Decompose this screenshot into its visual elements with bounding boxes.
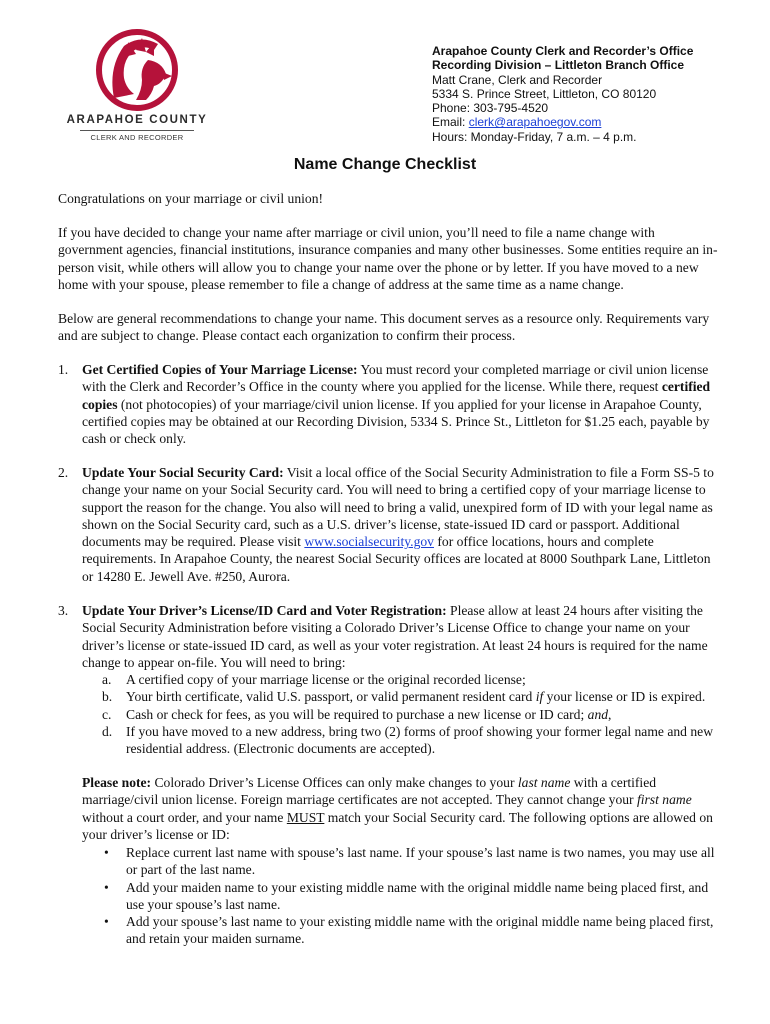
logo-wordmark: ARAPAHOE COUNTY (66, 114, 208, 126)
list-item-text: A certified copy of your marriage license or the original recorded license; (126, 672, 526, 687)
checklist-item-2 (58, 464, 720, 585)
logo-subtitle: CLERK AND RECORDER (80, 130, 194, 142)
requirements-list (102, 671, 722, 757)
note-emphasis: last name (517, 775, 571, 790)
item-number: 2. (58, 465, 69, 480)
list-item-text: Your birth certificate, valid U.S. passport, or valid permanent resident card (126, 689, 536, 705)
list-item (102, 688, 722, 705)
list-item-text: , (608, 706, 612, 722)
list-item-label: d. (102, 723, 113, 739)
list-item-label: c. (102, 706, 112, 722)
list-item (102, 844, 722, 879)
note-emphasis: first name (636, 792, 692, 808)
email-link[interactable]: clerk@arapahoegov.com (468, 115, 602, 130)
email-label: Email: (432, 115, 469, 130)
disclaimer-paragraph: Below are general recommendations to change your name. This document serves as a resource only. Requirements vary and are subject to change. Please contact each organization to confirm their process. (58, 311, 710, 344)
native-chief-seal-icon (62, 28, 212, 114)
bullet-icon: • (104, 845, 109, 860)
checklist-item-3 (58, 602, 720, 671)
note-text: without a court order, and your name (82, 809, 287, 825)
list-item-text: your license or ID is expired. (543, 689, 706, 705)
item-heading: Update Your Driver’s License/ID Card and Voter Registration: (82, 603, 447, 618)
list-item (102, 879, 722, 914)
office-phone: Phone: 303-795-4520 (432, 101, 549, 116)
list-item-text: Add your maiden name to your existing middle name with the original middle name being placed first, and use your spouse’s last name. (126, 879, 709, 912)
bullet-icon: • (104, 914, 109, 930)
item-body (82, 464, 720, 585)
page-title: Name Change Checklist (293, 156, 477, 173)
office-name: Arapahoe County Clerk and Recorder’s Office (432, 44, 694, 58)
item-text: You must record your completed marriage or civil union license with the Clerk and Recorder’s Office in the county where you applied for the license. While there, request (82, 362, 709, 395)
office-hours: Hours: Monday-Friday, 7 a.m. – 4 p.m. (432, 129, 637, 144)
intro-congrats: Congratulations on your marriage or civil union! (58, 191, 324, 206)
list-item (102, 913, 722, 948)
please-note (58, 774, 720, 843)
note-label: Please note: (82, 775, 152, 790)
list-item (102, 723, 722, 758)
office-info (432, 44, 693, 144)
county-logo (62, 28, 212, 146)
note-text: match your Social Security card. The following options are allowed on your driver’s license or ID: (82, 809, 713, 842)
list-item-label: a. (102, 672, 112, 687)
item-body (82, 361, 720, 447)
list-item-emphasis: if (535, 689, 544, 705)
list-item-text: Add your spouse’s last name to your existing middle name with the original middle name being placed first, and retain your maiden surname. (126, 914, 714, 947)
checklist-item-1 (58, 361, 720, 447)
item-text: Visit a local office of the Social Security Administration to file a Form SS-5 to change your name on your Social Security card. You will need to bring a certified copy of your marriage license to support the reason for the change. You also will need to bring a valid, unexpired form of ID with your legal name as shown on the Social Security card, such as a U.S. driver’s license, state-issued ID card or passport. Additional documents may be required. Please visit (82, 465, 714, 550)
note-body (82, 774, 720, 843)
list-item-label: b. (102, 689, 113, 705)
item-emphasis: certified copies (82, 379, 711, 412)
list-item (102, 706, 722, 723)
item-body (82, 602, 720, 671)
list-item-text: Cash or check for fees, as you will be required to purchase a new license or ID card; (126, 706, 588, 722)
list-item-text: Replace current last name with spouse’s last name. If your spouse’s last name is two names, you may use all or part of the last name. (126, 845, 715, 878)
item-number: 1. (58, 362, 69, 377)
bullet-icon: • (104, 879, 109, 895)
social-security-link[interactable]: www.socialsecurity.gov (304, 534, 434, 550)
item-text: for office locations, hours and complete requirements. In Arapahoe County, the nearest Social Security offices are located at 8000 Southpark Lane, Littleton or 14280 E. Jewell Ave. #250, Aurora. (82, 534, 711, 584)
item-heading: Get Certified Copies of Your Marriage License: (82, 362, 358, 377)
list-item-emphasis: and (587, 706, 609, 722)
list-item (102, 671, 722, 688)
item-number: 3. (58, 603, 69, 618)
intro-paragraph: If you have decided to change your name after marriage or civil union, you’ll need to file a name change with government agencies, financial institutions, insurance companies and many other businesses. Some entities require an in-person visit, while others will allow you to change your name over the phone or by letter. If you have moved to a new home with your spouse, please remember to file a change of address at the same time as a name change. (58, 225, 718, 292)
item-text: (not photocopies) of your marriage/civil union license. If you applied for your license in Arapahoe County, certified copies may be obtained at our Recording Division, 5334 S. Prince St., Littleton for $1.25 each, payable by cash or check only. (82, 396, 710, 447)
item-heading: Update Your Social Security Card: (82, 465, 284, 480)
office-clerk: Matt Crane, Clerk and Recorder (432, 72, 603, 87)
office-address: 5334 S. Prince Street, Littleton, CO 80120 (432, 86, 657, 101)
office-division: Recording Division – Littleton Branch Office (432, 58, 685, 73)
list-item-text: If you have moved to a new address, bring two (2) forms of proof showing your former legal name and new residential address. (Electronic documents are accepted). (126, 723, 714, 757)
item-text: Please allow at least 24 hours after visiting the Social Security Administration before visiting a Colorado Driver’s License Office to change your name on your driver’s license or state-issued ID card, as well as your voter registration. At least 24 hours is required for the name change to appear on-file. You will need to bring: (82, 603, 708, 670)
note-text: with a certified marriage/civil union license. Foreign marriage certificates are not accepted. They cannot change your (82, 775, 657, 808)
note-underline: MUST (286, 809, 325, 825)
name-options-list (102, 844, 722, 948)
office-email-line (432, 115, 693, 129)
note-text: Colorado Driver’s License Offices can only make changes to your (151, 775, 518, 790)
